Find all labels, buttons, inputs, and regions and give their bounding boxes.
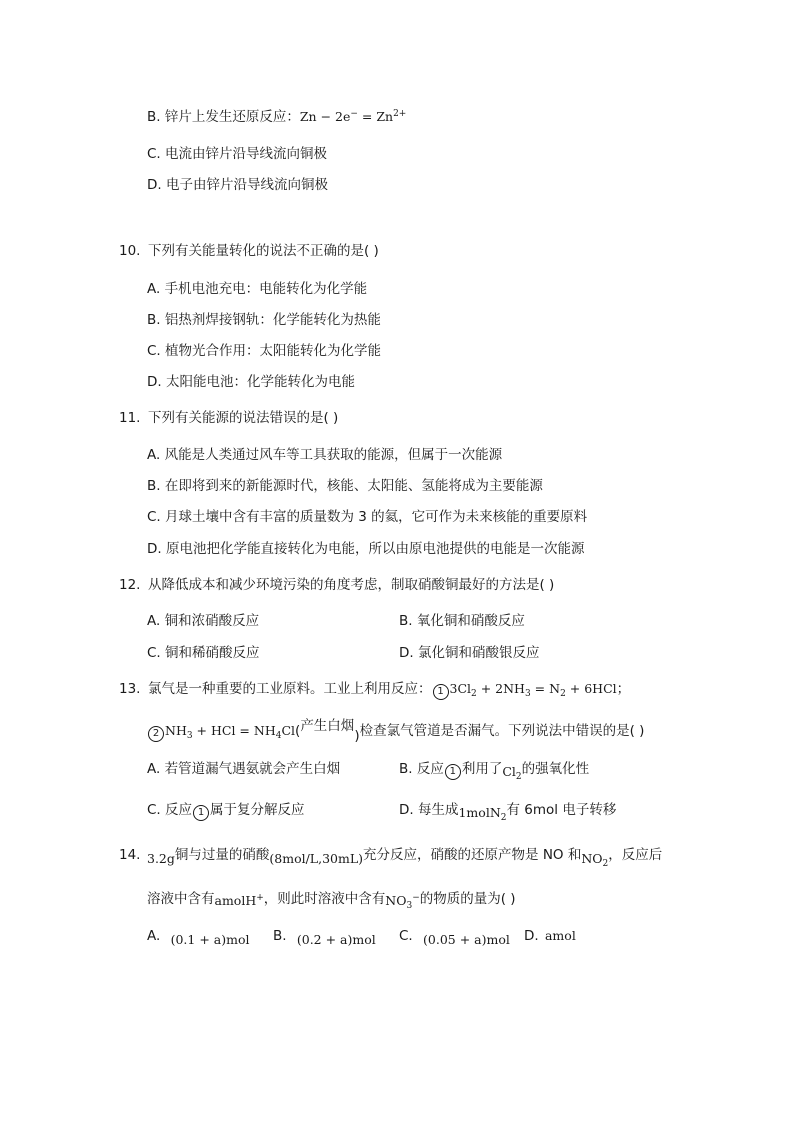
q12-number: 12. [119,577,141,593]
option-text: D. 每生成 [399,802,459,818]
q14-option-c [399,926,510,946]
q9-option-b-text: 锌片上发生还原反应： [164,109,300,125]
q14-stem-text: 溶液中含有 [147,891,215,907]
q12-option-d: D. 氯化铜和硝酸银反应 [399,645,540,661]
formula-sub: 2 [560,689,566,699]
q12-stem-text: 从降低成本和减少环境污染的角度考虑，制取硝酸铜最好的方法是 [148,577,540,593]
option-value: (0.2 + a)mol [296,932,376,947]
q14-nitrate [385,893,420,911]
option-text: C. 反应 [147,802,193,818]
q12-option-b: B. 氧化铜和硝酸反应 [399,613,525,629]
q10-number: 10. [119,243,141,259]
formula-part: NO [385,893,407,908]
q13-stem-line1 [148,679,630,704]
q14-option-d [524,926,576,946]
q12-answer-paren: ( ) [539,577,555,593]
formula-sub: 2 [500,813,507,823]
q13-option-d [399,800,616,825]
q13-number: 13. [119,681,141,697]
q10-answer-paren: ( ) [364,243,379,259]
q14-option-a [147,926,249,946]
formula-part: = N [530,681,561,696]
formula-sub: 3 [406,901,413,911]
circled-number-1: 1 [445,764,461,780]
option-value: (0.1 + a)mol [170,932,250,947]
formula-sup: + [256,893,264,903]
option-value: (0.05 + a)mol [423,932,510,947]
q13-option-d-formula [458,805,507,823]
circled-number-1: 1 [433,684,449,700]
q13-stem-text: 氯气是一种重要的工业原料。工业上利用反应： [148,681,432,697]
q11-option-b: B. 在即将到来的新能源时代，核能、太阳能、氢能将成为主要能源 [147,478,543,494]
q10-option-c: C. 植物光合作用：太阳能转化为化学能 [147,343,382,359]
q14-condition: (8mol/L,30mL) [269,851,364,866]
option-text: B. 反应 [399,761,444,777]
q14-stem-text: 充分反应，硝酸的还原产物是 NO 和 [363,847,582,863]
q10-option-d: D. 太阳能电池：化学能转化为电能 [147,374,355,390]
option-value: amol [544,928,576,943]
q11-option-d: D. 原电池把化学能直接转化为电能，所以由原电池提供的电能是一次能源 [147,541,585,557]
formula-sub: 2 [515,772,522,782]
q14-no2 [581,851,609,869]
q13-answer-paren: ( ) [629,723,645,739]
q14-stem-line2 [147,886,516,914]
formula-part: + 2NH [476,681,525,696]
q13-reaction-1 [449,681,617,699]
formula-sub: 3 [186,731,193,741]
circled-number-2: 2 [148,726,164,742]
circled-number-1: 1 [193,805,209,821]
q13-reaction-2-note: 产生白烟 [300,718,355,734]
formula-part: = Zn [357,109,394,124]
q14-stem-text: 铜与过量的硝酸 [174,847,270,863]
q14-mass: 3.2g [147,851,175,866]
q10-option-a: A. 手机电池充电：电能转化为化学能 [147,281,368,297]
option-text: 有 6mol 电子转移 [506,802,617,818]
q12-option-a: A. 铜和浓硝酸反应 [147,613,260,629]
q11-number: 11. [119,410,141,426]
q11-stem-text: 下列有关能源的说法错误的是 [148,410,324,426]
q11-answer-paren: ( ) [323,410,339,426]
q14-option-b [273,926,376,946]
option-label: D. [524,928,539,944]
option-label: B. [273,928,287,944]
q14-stem-text: ，反应后 [608,847,663,863]
q13-option-b-formula [502,764,522,782]
formula-part: 3Cl [449,681,472,696]
q12-option-c: C. 铜和稀硝酸反应 [147,645,260,661]
q12-stem [148,575,554,595]
formula-sup: 2+ [393,109,407,119]
q13-stem-text-2: 检查氯气管道是否漏气。下列说法中错误的是 [359,723,630,739]
formula-sub: 3 [524,689,531,699]
formula-part: 1molN [458,805,501,820]
paren-open: ( [295,723,301,739]
option-label: A. [147,928,161,944]
formula-part: Zn − 2e [299,109,351,124]
q9-option-b-label: B. [147,109,161,125]
paren-close: ) [354,728,360,744]
q13-option-c [147,800,305,821]
q10-stem-text: 下列有关能量转化的说法不正确的是 [148,243,364,259]
formula-sup: − [350,109,358,119]
formula-sub: 2 [602,859,609,869]
q14-stem-line1 [147,845,662,870]
formula-part: NO [581,851,603,866]
q14-stem-text: ，则此时溶液中含有 [263,891,386,907]
q9-option-c: C. 电流由锌片沿导线流向铜极 [147,146,328,162]
q11-option-c: C. 月球土壤中含有丰富的质量数为 3 的氦，它可作为未来核能的重要原料 [147,509,588,525]
q10-option-b: B. 铝热剂焊接钢轨：化学能转化为热能 [147,312,381,328]
q14-stem-text: 的物质的量为 [419,891,501,907]
q9-option-b-formula [300,109,407,124]
q13-reaction-2 [165,723,296,741]
formula-sub: 4 [275,731,282,741]
q11-stem [148,408,338,428]
option-label: C. [399,928,413,944]
formula-sub: 2 [471,689,477,699]
option-text: 利用了 [461,761,503,777]
formula-sup: − [412,893,420,903]
formula-part: + HCl = NH [192,723,276,738]
semicolon: ； [616,681,631,697]
q10-stem [148,241,379,261]
q9-option-d: D. 电子由锌片沿导线流向铜极 [147,177,328,193]
option-text: 的强氧化性 [521,761,590,777]
q11-option-a: A. 风能是人类通过风车等工具获取的能源，但属于一次能源 [147,447,503,463]
q13-option-a: A. 若管道漏气遇氨就会产生白烟 [147,761,341,777]
formula-part: + 6HCl [565,681,617,696]
formula-part: NH [165,723,187,738]
formula-part: Cl [502,764,516,779]
q14-number: 14. [119,847,141,863]
formula-part: amolH [214,893,257,908]
q9-option-b [147,104,406,127]
q13-option-b [399,759,589,784]
q14-answer-paren: ( ) [500,891,516,907]
option-text: 属于复分解反应 [210,802,305,818]
q14-h-ion [215,893,264,908]
q13-stem-line2 [147,718,645,746]
formula-part: Cl [281,723,296,738]
